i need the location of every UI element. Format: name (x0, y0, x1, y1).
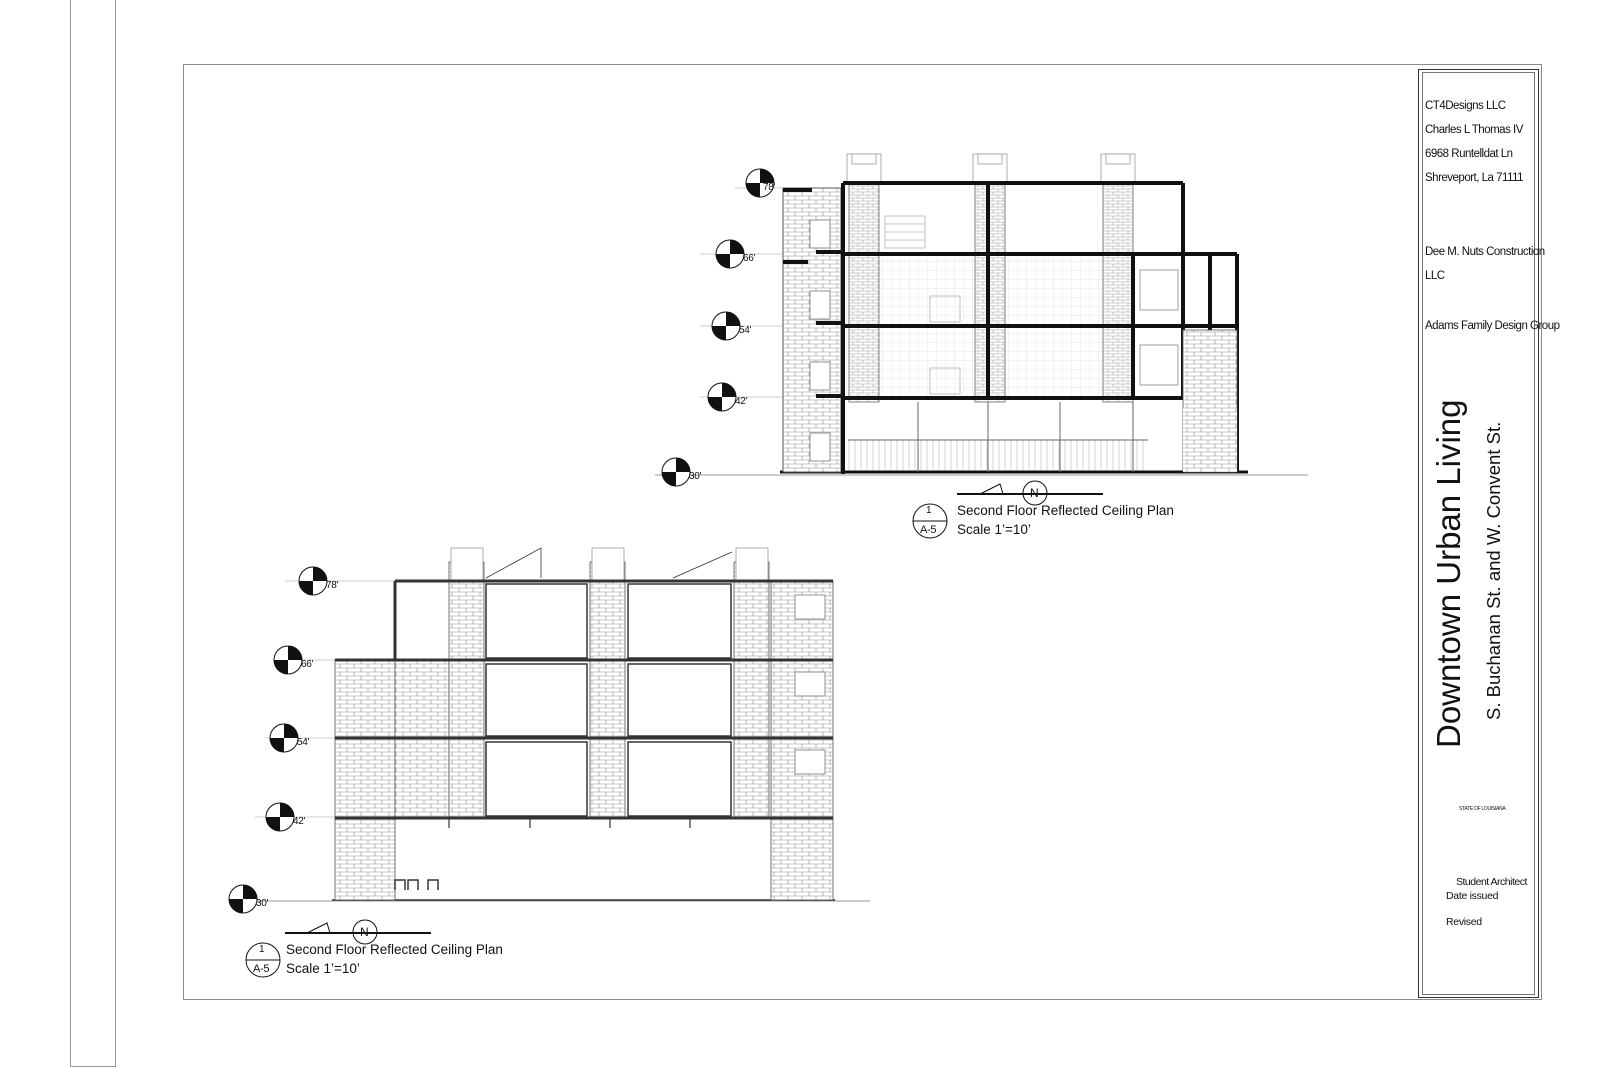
project-title: Downtown Urban Living (1430, 399, 1467, 748)
level-markers-bottom (229, 567, 327, 913)
level-label-78-bottom: 78' (326, 580, 339, 591)
level-label-30-top: 30' (689, 471, 702, 482)
sheet-ref-bottom: A-5 (253, 963, 270, 975)
student-architect-label: Student Architect (1456, 876, 1527, 888)
bottom-elevation-drawing (229, 548, 870, 977)
firm-street: 6968 Runtelldat Ln (1425, 148, 1513, 160)
contractor-suffix: LLC (1425, 270, 1445, 282)
contractor-info (1425, 240, 1545, 288)
level-label-78-top: 78' (763, 182, 776, 193)
drawing-number-top: 1 (926, 505, 932, 516)
revised-label: Revised (1446, 916, 1482, 928)
level-label-66-top: 66' (743, 253, 756, 264)
drawing-scale-top: Scale 1’=10’ (957, 522, 1031, 537)
drawing-number-bottom: 1 (259, 944, 265, 955)
date-issued-label: Date issued (1446, 890, 1499, 902)
drawing-scale-bottom: Scale 1’=10’ (286, 961, 360, 976)
level-label-42-bottom: 42' (293, 816, 306, 827)
level-markers-top (662, 169, 774, 486)
sheet-ref-top: A-5 (920, 524, 937, 536)
project-subtitle: S. Buchanan St. and W. Convent St. (1483, 421, 1504, 720)
level-label-54-bottom: 54' (297, 737, 310, 748)
north-label-top: N (1030, 486, 1039, 500)
level-label-30-bottom: 30' (256, 898, 269, 909)
drawing-title-bottom: Second Floor Reflected Ceiling Plan (286, 942, 503, 957)
designer-name: Adams Family Design Group (1425, 320, 1560, 332)
firm-info (1425, 94, 1523, 190)
seal-text: STATE OF LOUISIANA (1459, 806, 1506, 812)
level-label-66-bottom: 66' (301, 659, 314, 670)
firm-city: Shreveport, La 71111 (1425, 172, 1524, 184)
level-label-42-top: 42' (735, 396, 748, 407)
level-label-54-top: 54' (739, 325, 752, 336)
drawing-title-top: Second Floor Reflected Ceiling Plan (957, 503, 1174, 518)
architect-name: Charles L Thomas IV (1425, 124, 1523, 136)
north-label-bottom: N (360, 925, 369, 939)
contractor-name: Dee M. Nuts Construction (1425, 246, 1545, 258)
firm-name: CT4Designs LLC (1425, 100, 1506, 112)
top-section-drawing (655, 154, 1308, 538)
north-arrow-bottom (285, 920, 431, 944)
